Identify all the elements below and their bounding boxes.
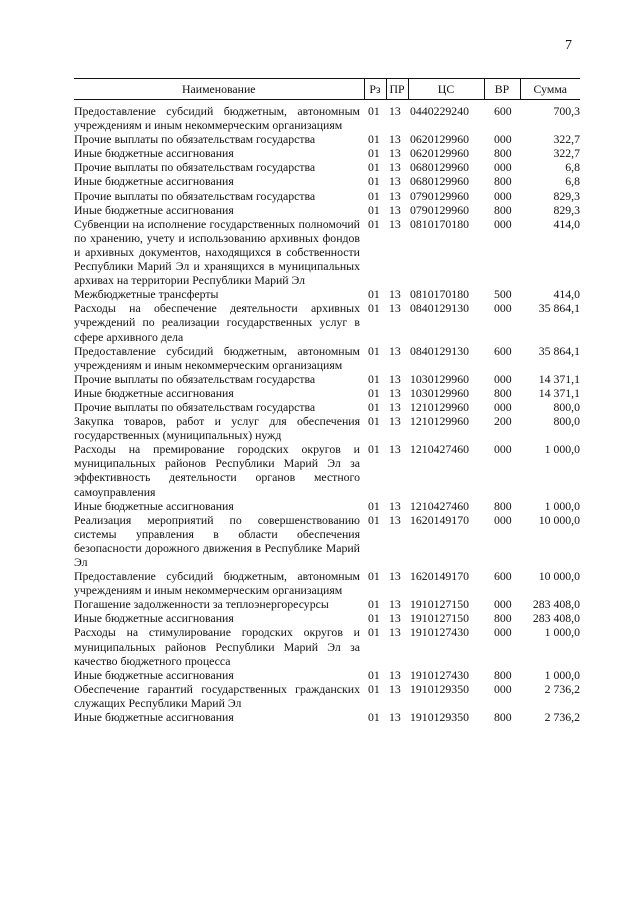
- cell-cs: 0620129960: [410, 146, 469, 161]
- cell-name: Предоставление субсидий бюджетным, автономным учреждениям и иным некоммерческим организациям: [74, 343, 360, 372]
- cell-pr: 13: [389, 146, 401, 161]
- cell-vr: 000: [494, 625, 512, 640]
- cell-vr: 600: [494, 343, 512, 358]
- cell-rz: 01: [368, 287, 380, 302]
- cell-pr: 13: [389, 498, 401, 513]
- cell-rz: 01: [368, 160, 380, 175]
- table-row: [74, 513, 580, 569]
- cell-name: Расходы на обеспечение деятельности архивных учреждений по реализации государственных услуг в сфере архивного дела: [74, 301, 360, 344]
- table-row: [74, 668, 580, 682]
- cell-pr: 13: [389, 681, 401, 696]
- cell-rz: 01: [368, 174, 380, 189]
- table-row: [74, 414, 580, 442]
- table-row: [74, 386, 580, 400]
- header-pr: ПР: [386, 79, 408, 100]
- cell-pr: 13: [389, 625, 401, 640]
- cell-pr: 13: [389, 667, 401, 682]
- cell-sum: 829,3: [553, 188, 580, 203]
- cell-name: Погашение задолженности за теплоэнергоресурсы: [74, 597, 329, 612]
- cell-sum: 35 864,1: [538, 301, 580, 316]
- cell-sum: 1 000,0: [544, 498, 580, 513]
- cell-name: Иные бюджетные ассигнования: [74, 202, 234, 217]
- cell-sum: 14 371,1: [538, 371, 580, 386]
- table-row: [74, 597, 580, 611]
- cell-name: Иные бюджетные ассигнования: [74, 174, 234, 189]
- table-row: [74, 499, 580, 513]
- cell-sum: 1 000,0: [544, 667, 580, 682]
- cell-vr: 800: [494, 710, 512, 725]
- cell-name: Иные бюджетные ассигнования: [74, 385, 234, 400]
- cell-sum: 322,7: [553, 132, 580, 147]
- cell-name: Предоставление субсидий бюджетным, автономным учреждениям и иным некоммерческим организациям: [74, 104, 360, 133]
- cell-sum: 2 736,2: [544, 681, 580, 696]
- cell-vr: 000: [494, 442, 512, 457]
- cell-cs: 0790129960: [410, 202, 469, 217]
- cell-vr: 800: [494, 667, 512, 682]
- cell-pr: 13: [389, 287, 401, 302]
- cell-sum: 800,0: [553, 414, 580, 429]
- cell-pr: 13: [389, 174, 401, 189]
- cell-cs: 1910127430: [410, 667, 469, 682]
- cell-name: Прочие выплаты по обязательствам государства: [74, 399, 316, 414]
- cell-cs: 0810170180: [410, 216, 469, 231]
- cell-pr: 13: [389, 160, 401, 175]
- cell-pr: 13: [389, 343, 401, 358]
- cell-name: Закупка товаров, работ и услуг для обеспечения государственных (муниципальных) нужд: [74, 414, 360, 443]
- cell-rz: 01: [368, 611, 380, 626]
- cell-pr: 13: [389, 188, 401, 203]
- cell-name: Реализация мероприятий по совершенствованию системы управления в области обеспечения безопасности дорожного движения в Республике Марий Эл: [74, 512, 360, 569]
- cell-pr: 13: [389, 132, 401, 147]
- cell-sum: 414,0: [553, 216, 580, 231]
- table-row: [74, 569, 580, 597]
- cell-vr: 800: [494, 498, 512, 513]
- table-row: [74, 710, 580, 724]
- cell-name: Прочие выплаты по обязательствам государства: [74, 132, 316, 147]
- table-row: [74, 160, 580, 174]
- cell-rz: 01: [368, 343, 380, 358]
- table-row: [74, 301, 580, 343]
- cell-pr: 13: [389, 385, 401, 400]
- cell-pr: 13: [389, 569, 401, 584]
- cell-vr: 000: [494, 597, 512, 612]
- cell-rz: 01: [368, 681, 380, 696]
- cell-cs: 0440229240: [410, 104, 469, 118]
- table-row: [74, 203, 580, 217]
- cell-rz: 01: [368, 710, 380, 725]
- table-row: [74, 100, 580, 133]
- cell-rz: 01: [368, 597, 380, 612]
- cell-name: Прочие выплаты по обязательствам государства: [74, 188, 316, 203]
- cell-vr: 800: [494, 611, 512, 626]
- table-row: [74, 344, 580, 372]
- cell-sum: 700,3: [553, 104, 580, 118]
- cell-vr: 000: [494, 399, 512, 414]
- cell-cs: 1030129960: [410, 371, 469, 386]
- cell-vr: 800: [494, 146, 512, 161]
- cell-vr: 600: [494, 104, 512, 118]
- budget-table: [74, 78, 580, 724]
- header-vr: ВР: [484, 79, 520, 100]
- cell-pr: 13: [389, 399, 401, 414]
- cell-sum: 2 736,2: [544, 710, 580, 725]
- table-row: [74, 611, 580, 625]
- cell-cs: 1620149170: [410, 569, 469, 584]
- table-row: [74, 146, 580, 160]
- cell-sum: 14 371,1: [538, 385, 580, 400]
- cell-rz: 01: [368, 442, 380, 457]
- cell-cs: 1210427460: [410, 498, 469, 513]
- cell-rz: 01: [368, 399, 380, 414]
- cell-vr: 200: [494, 414, 512, 429]
- cell-rz: 01: [368, 498, 380, 513]
- cell-cs: 1910129350: [410, 710, 469, 725]
- cell-sum: 414,0: [553, 287, 580, 302]
- cell-rz: 01: [368, 202, 380, 217]
- cell-sum: 1 000,0: [544, 442, 580, 457]
- cell-name: Прочие выплаты по обязательствам государства: [74, 371, 316, 386]
- cell-cs: 0790129960: [410, 188, 469, 203]
- table-row: [74, 189, 580, 203]
- table-body: [74, 100, 580, 725]
- cell-vr: 000: [494, 512, 512, 527]
- cell-cs: 0810170180: [410, 287, 469, 302]
- cell-vr: 000: [494, 188, 512, 203]
- table-row: [74, 372, 580, 386]
- cell-pr: 13: [389, 611, 401, 626]
- cell-cs: 1910127150: [410, 611, 469, 626]
- table-row: [74, 625, 580, 667]
- cell-sum: 322,7: [553, 146, 580, 161]
- cell-sum: 800,0: [553, 399, 580, 414]
- cell-vr: 000: [494, 132, 512, 147]
- header-name: Наименование: [74, 79, 364, 100]
- cell-cs: 0840129130: [410, 301, 469, 316]
- cell-name: Иные бюджетные ассигнования: [74, 667, 234, 682]
- cell-rz: 01: [368, 104, 380, 118]
- cell-sum: 829,3: [553, 202, 580, 217]
- cell-name: Межбюджетные трансферты: [74, 287, 219, 302]
- cell-pr: 13: [389, 442, 401, 457]
- header-cs: ЦС: [408, 79, 484, 100]
- cell-cs: 1210129960: [410, 414, 469, 429]
- cell-name: Иные бюджетные ассигнования: [74, 611, 234, 626]
- header-sum: Сумма: [520, 79, 580, 100]
- table-row: [74, 217, 580, 287]
- cell-cs: 1210427460: [410, 442, 469, 457]
- cell-rz: 01: [368, 371, 380, 386]
- cell-name: Предоставление субсидий бюджетным, автономным учреждениям и иным некоммерческим организациям: [74, 569, 360, 598]
- cell-sum: 1 000,0: [544, 625, 580, 640]
- table-row: [74, 400, 580, 414]
- cell-cs: 1910127430: [410, 625, 469, 640]
- header-rz: Рз: [364, 79, 386, 100]
- cell-cs: 1910127150: [410, 597, 469, 612]
- cell-pr: 13: [389, 216, 401, 231]
- cell-name: Иные бюджетные ассигнования: [74, 146, 234, 161]
- cell-vr: 800: [494, 202, 512, 217]
- cell-sum: 6,8: [565, 174, 580, 189]
- cell-cs: 0680129960: [410, 174, 469, 189]
- cell-cs: 1030129960: [410, 385, 469, 400]
- cell-pr: 13: [389, 710, 401, 725]
- cell-sum: 283 408,0: [532, 597, 580, 612]
- cell-sum: 35 864,1: [538, 343, 580, 358]
- cell-vr: 000: [494, 160, 512, 175]
- table-row: [74, 132, 580, 146]
- table-row: [74, 442, 580, 498]
- cell-cs: 1210129960: [410, 399, 469, 414]
- cell-vr: 800: [494, 174, 512, 189]
- cell-pr: 13: [389, 597, 401, 612]
- page-number: 7: [565, 38, 572, 53]
- cell-name: Расходы на стимулирование городских округов и муниципальных районов Республики Марий Эл за качество бюджетного процесса: [74, 625, 360, 668]
- cell-rz: 01: [368, 569, 380, 584]
- cell-vr: 000: [494, 216, 512, 231]
- cell-rz: 01: [368, 414, 380, 429]
- cell-name: Обеспечение гарантий государственных гражданских служащих Республики Марий Эл: [74, 681, 360, 710]
- cell-cs: 1910129350: [410, 681, 469, 696]
- cell-name: Иные бюджетные ассигнования: [74, 498, 234, 513]
- cell-rz: 01: [368, 385, 380, 400]
- cell-vr: 500: [494, 287, 512, 302]
- cell-sum: 10 000,0: [538, 569, 580, 584]
- cell-name: Расходы на премирование городских округов и муниципальных районов Республики Марий Эл за эффективность деятельности органов местного самоуправления: [74, 442, 360, 499]
- cell-cs: 0840129130: [410, 343, 469, 358]
- cell-pr: 13: [389, 104, 401, 118]
- cell-vr: 000: [494, 371, 512, 386]
- cell-rz: 01: [368, 625, 380, 640]
- cell-rz: 01: [368, 667, 380, 682]
- cell-rz: 01: [368, 132, 380, 147]
- cell-rz: 01: [368, 216, 380, 231]
- cell-rz: 01: [368, 188, 380, 203]
- cell-pr: 13: [389, 414, 401, 429]
- cell-rz: 01: [368, 301, 380, 316]
- cell-sum: 10 000,0: [538, 512, 580, 527]
- cell-cs: 1620149170: [410, 512, 469, 527]
- cell-vr: 800: [494, 385, 512, 400]
- table-row: [74, 287, 580, 301]
- cell-rz: 01: [368, 146, 380, 161]
- table-header-row: [74, 79, 580, 100]
- cell-vr: 000: [494, 301, 512, 316]
- cell-vr: 600: [494, 569, 512, 584]
- cell-pr: 13: [389, 301, 401, 316]
- cell-cs: 0680129960: [410, 160, 469, 175]
- cell-sum: 6,8: [565, 160, 580, 175]
- cell-pr: 13: [389, 371, 401, 386]
- cell-pr: 13: [389, 512, 401, 527]
- cell-vr: 000: [494, 681, 512, 696]
- table-row: [74, 682, 580, 710]
- cell-name: Субвенции на исполнение государственных полномочий по хранению, учету и использованию архивных фондов и архивных документов, находящихся в собственности Республики Марий Эл и хранящихся в муниципальных архивах на территории Республики Марий Эл: [74, 216, 360, 288]
- cell-sum: 283 408,0: [532, 611, 580, 626]
- cell-cs: 0620129960: [410, 132, 469, 147]
- cell-name: Иные бюджетные ассигнования: [74, 710, 234, 725]
- cell-name: Прочие выплаты по обязательствам государства: [74, 160, 316, 175]
- cell-pr: 13: [389, 202, 401, 217]
- table-row: [74, 174, 580, 188]
- cell-rz: 01: [368, 512, 380, 527]
